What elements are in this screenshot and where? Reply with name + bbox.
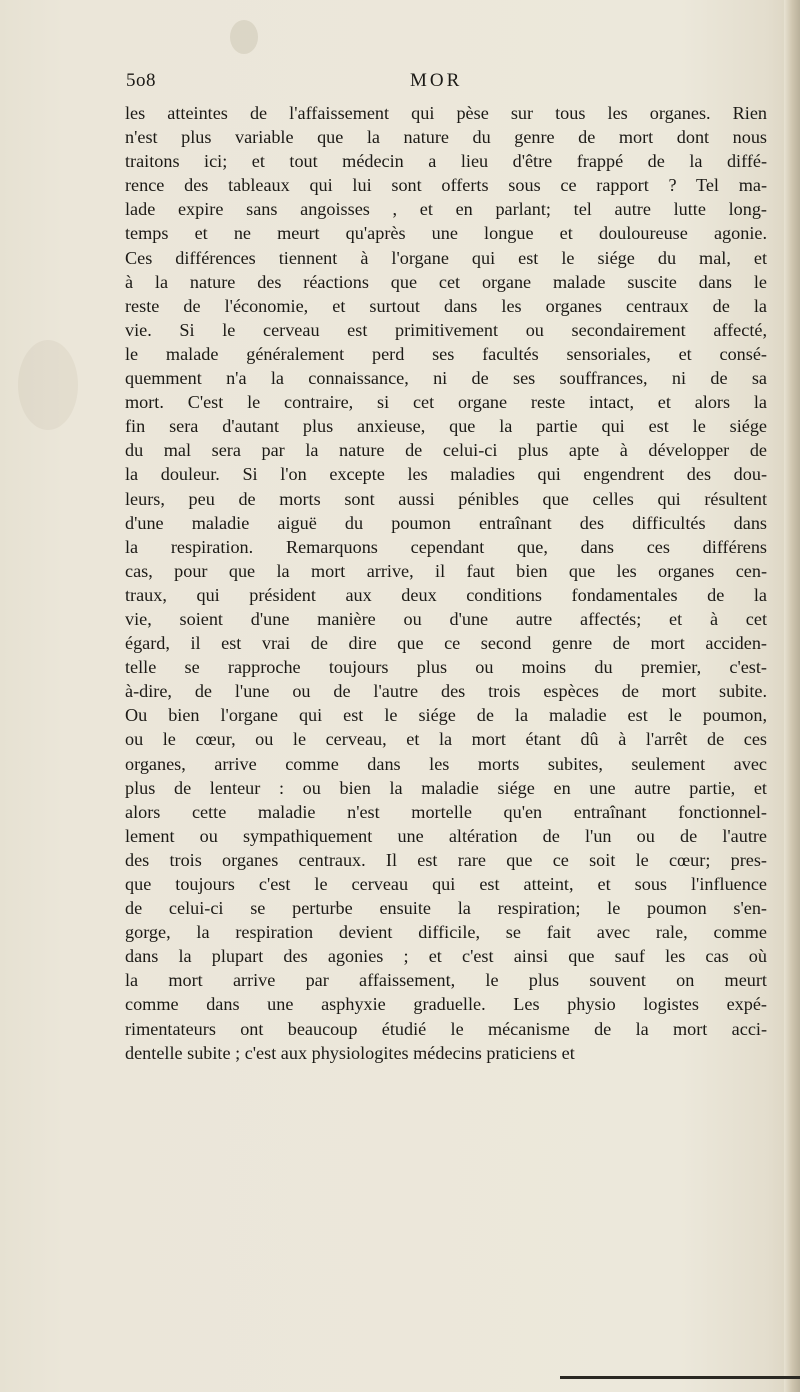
text-line: rimentateurs ont beaucoup étudié le mécanisme de la mort acci-	[125, 1018, 767, 1039]
text-line: ou le cœur, ou le cerveau, et la mort étant dû à l'arrêt de ces	[125, 729, 767, 750]
text-line: du mal sera par la nature de celui-ci plus apte à développer de	[125, 440, 767, 461]
text-line: temps et ne meurt qu'après une longue et douloureuse agonie.	[125, 223, 767, 244]
text-line: à la nature des réactions que cet organe malade suscite dans le	[125, 271, 767, 292]
text-line: reste de l'économie, et surtout dans les organes centraux de la	[125, 295, 767, 316]
paper-stain	[230, 20, 258, 54]
text-line: comme dans une asphyxie graduelle. Les physio logistes expé-	[125, 994, 767, 1015]
text-line: Ou bien l'organe qui est le siége de la maladie est le poumon,	[125, 705, 767, 726]
text-line: alors cette maladie n'est mortelle qu'en entraînant fonctionnel-	[125, 801, 767, 822]
text-line: des trois organes centraux. Il est rare que ce soit le cœur; pres-	[125, 849, 767, 870]
text-line: le malade généralement perd ses facultés sensoriales, et consé-	[125, 343, 767, 364]
text-line: telle se rapproche toujours plus ou moins du premier, c'est-	[125, 657, 767, 678]
text-line: plus de lenteur : ou bien la maladie siége en une autre partie, et	[125, 777, 767, 798]
text-line: cas, pour que la mort arrive, il faut bien que les organes cen-	[125, 560, 767, 581]
text-line: traitons ici; et tout médecin a lieu d'être frappé de la diffé-	[125, 151, 767, 172]
text-line: les atteintes de l'affaissement qui pèse sur tous les organes. Rien	[125, 103, 767, 123]
text-line: de celui-ci se perturbe ensuite la respiration; le poumon s'en-	[125, 898, 767, 919]
page-header	[126, 70, 766, 100]
text-line: fin sera d'autant plus anxieuse, que la partie qui est le siége	[125, 416, 767, 437]
text-line: la mort arrive par affaissement, le plus souvent on meurt	[125, 970, 767, 991]
paper-stain	[18, 340, 78, 430]
text-line: la douleur. Si l'on excepte les maladies qui engendrent des dou-	[125, 464, 767, 485]
text-line: égard, il est vrai de dire que ce second genre de mort acciden-	[125, 633, 767, 654]
text-line: lade expire sans angoisses , et en parlant; tel autre lutte long-	[125, 199, 767, 220]
text-line: quemment n'a la connaissance, ni de ses souffrances, ni de sa	[125, 368, 767, 389]
text-line: vie, soient d'une manière ou d'une autre affectés; et à cet	[125, 608, 767, 629]
body-text	[125, 101, 767, 1065]
text-line: que toujours c'est le cerveau qui est atteint, et sous l'influence	[125, 874, 767, 894]
text-line: organes, arrive comme dans les morts subites, seulement avec	[125, 753, 767, 774]
text-line: Ces différences tiennent à l'organe qui est le siége du mal, et	[125, 247, 767, 268]
text-line: vie. Si le cerveau est primitivement ou secondairement affecté,	[125, 319, 767, 340]
text-line: à-dire, de l'une ou de l'autre des trois espèces de mort subite.	[125, 681, 767, 702]
text-line: leurs, peu de morts sont aussi pénibles que celles qui résultent	[125, 488, 767, 509]
text-line: d'une maladie aiguë du poumon entraînant des difficultés dans	[125, 512, 767, 533]
text-line: la respiration. Remarquons cependant que, dans ces différens	[125, 536, 767, 557]
running-head: MOR	[410, 70, 463, 91]
page-edge-line	[560, 1376, 800, 1379]
text-line: traux, qui président aux deux conditions fondamentales de la	[125, 584, 767, 605]
text-line: mort. C'est le contraire, si cet organe reste intact, et alors la	[125, 392, 767, 413]
text-line: gorge, la respiration devient difficile, se fait avec rale, comme	[125, 922, 767, 943]
text-line: n'est plus variable que la nature du genre de mort dont nous	[125, 127, 767, 148]
text-line: rence des tableaux qui lui sont offerts sous ce rapport ? Tel ma-	[125, 175, 767, 196]
text-line: lement ou sympathiquement une altération de l'un ou de l'autre	[125, 825, 767, 846]
page-number: 5o8	[126, 70, 156, 91]
book-spine-shadow	[784, 0, 800, 1392]
text-line: dans la plupart des agonies ; et c'est ainsi que sauf les cas où	[125, 946, 767, 967]
text-line: dentelle subite ; c'est aux physiologites médecins praticiens et	[125, 1042, 575, 1063]
